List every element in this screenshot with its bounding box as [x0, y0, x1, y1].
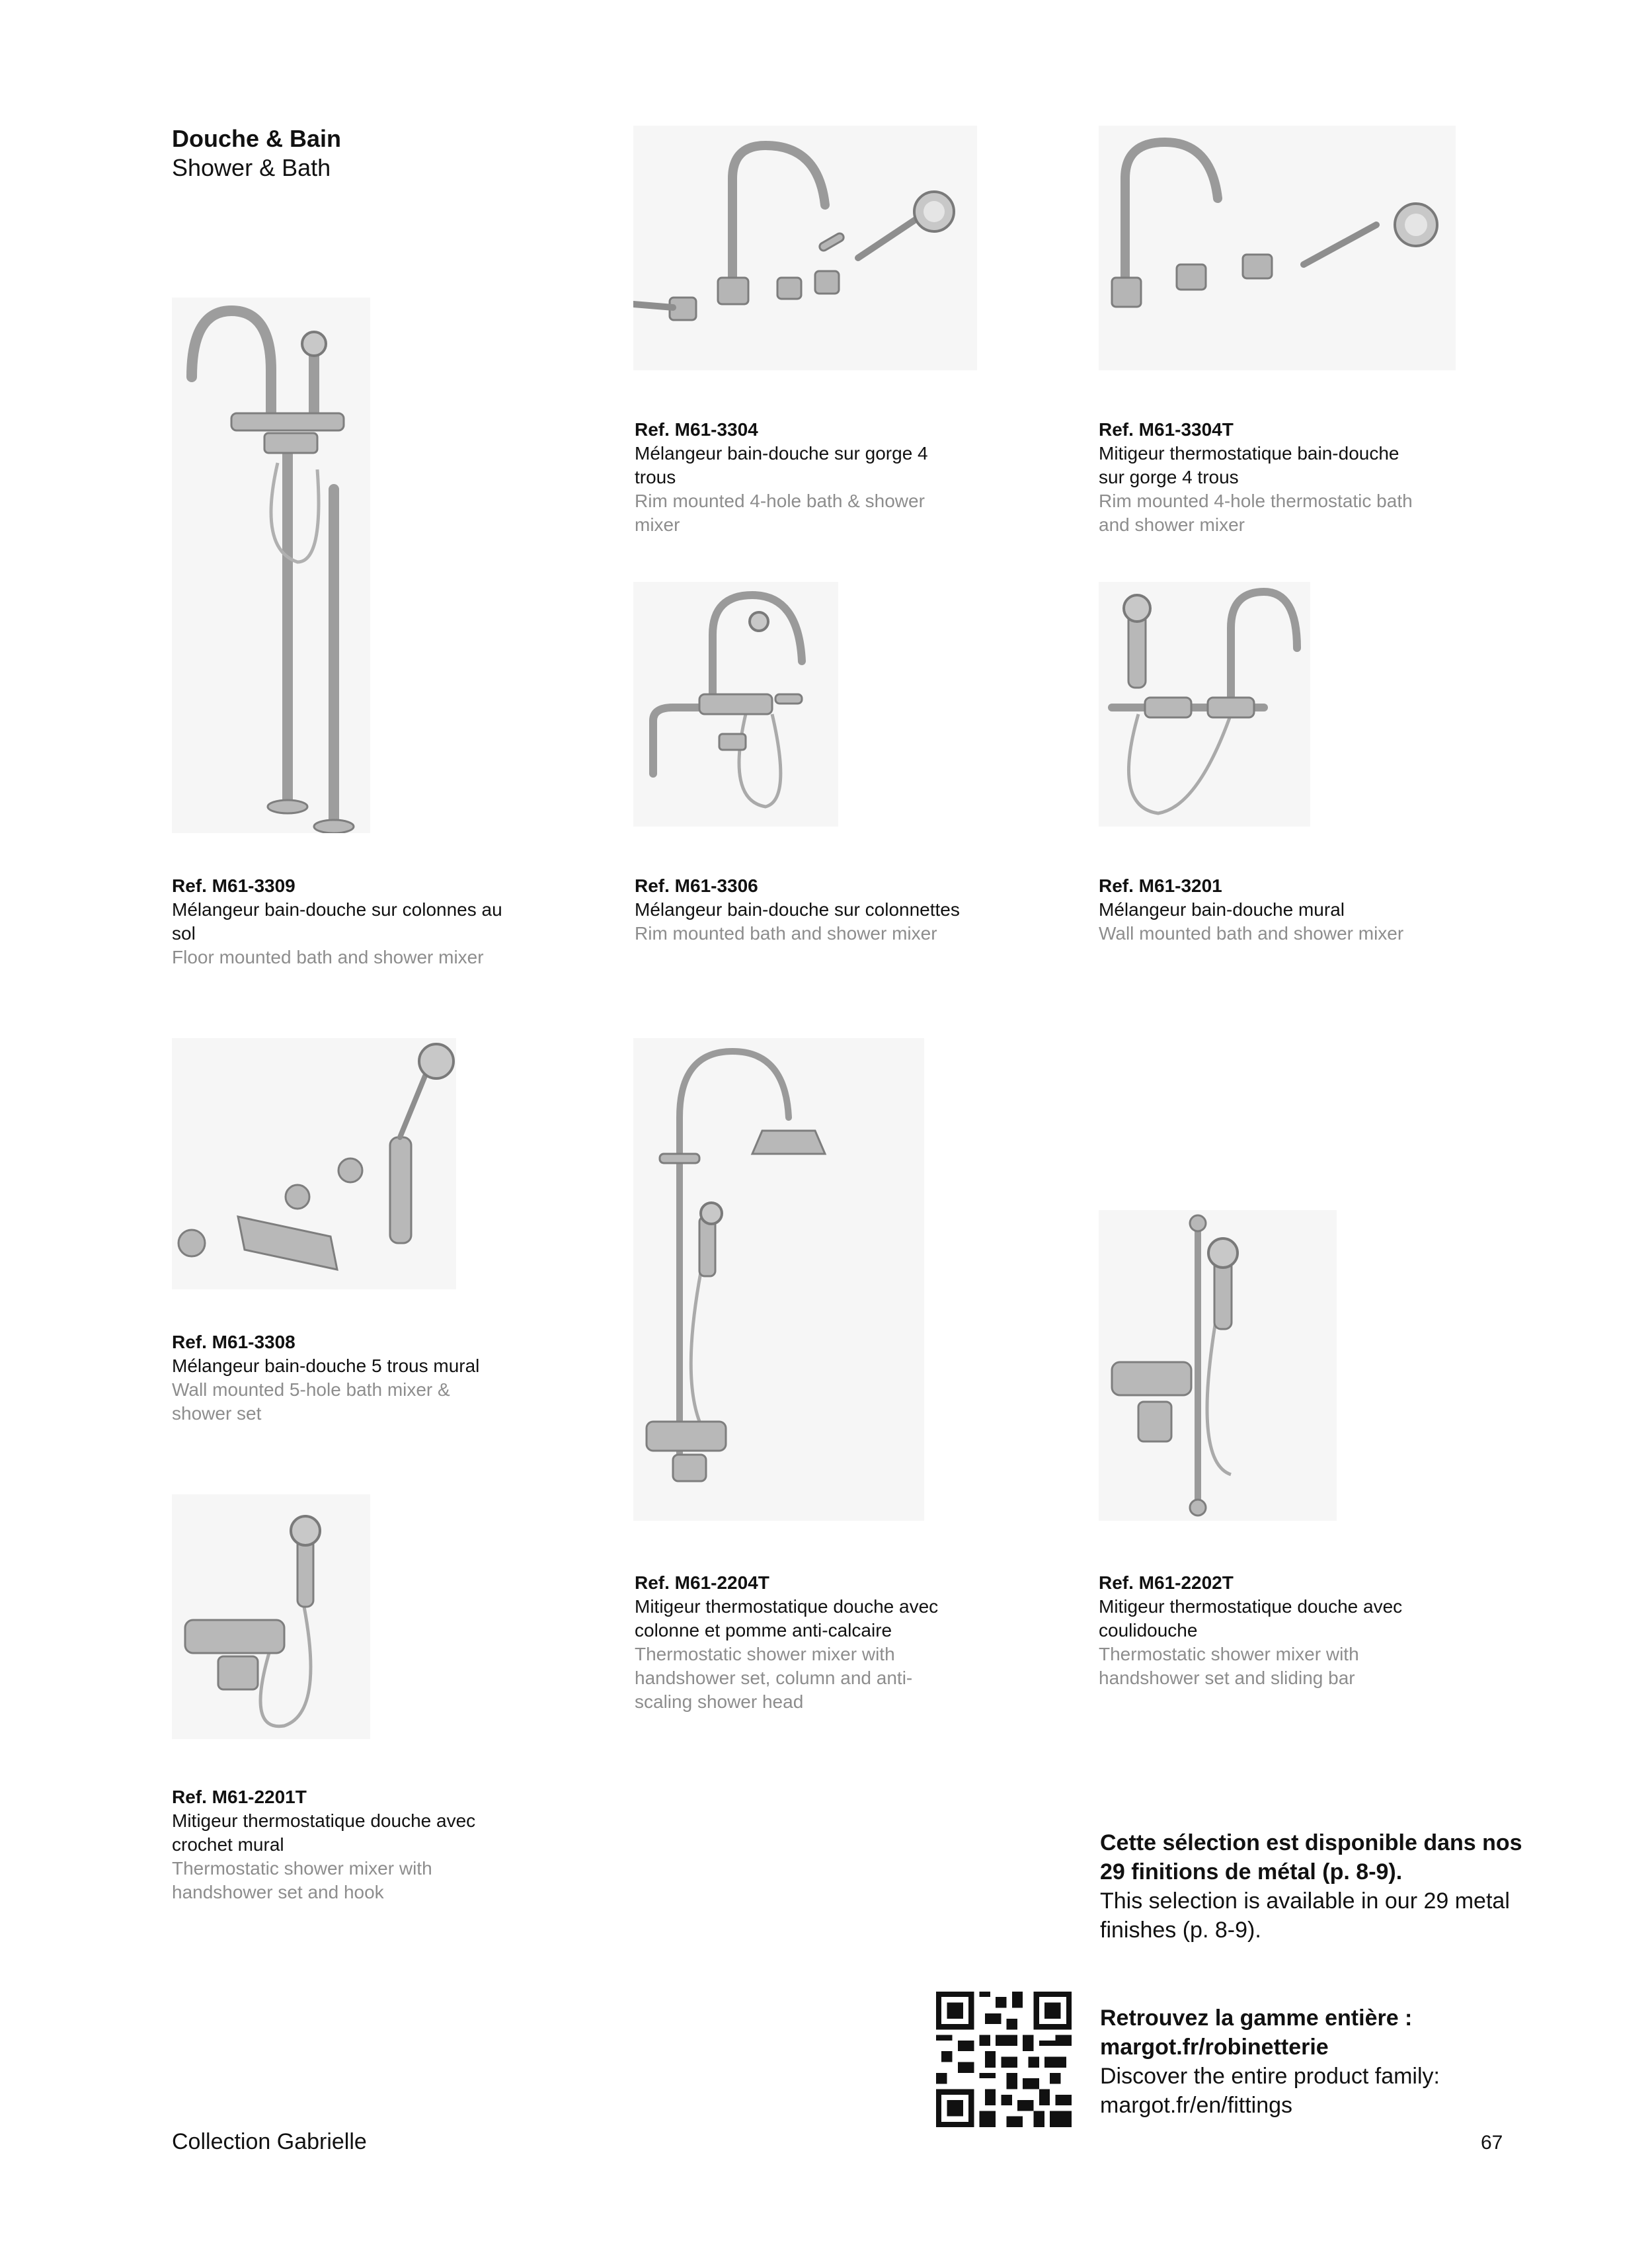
qr-code-icon[interactable] [936, 1992, 1072, 2127]
product-ref: Ref. M61-3304T [1099, 419, 1234, 440]
product-image-m61-2201t [172, 1494, 370, 1739]
product-ref: Ref. M61-2204T [635, 1572, 769, 1593]
discover-fr-link[interactable]: margot.fr/robinetterie [1100, 2035, 1329, 2060]
wall-mixer-icon [1099, 582, 1310, 827]
product-caption-m61-2204t [635, 1571, 965, 1714]
section-title-en: Shower & Bath [172, 154, 331, 181]
availability-en: This selection is available in our 29 metal finishes (p. 8-9). [1100, 1888, 1510, 1943]
wall-5-hole-mixer-icon [172, 1038, 456, 1289]
product-ref: Ref. M61-3309 [172, 875, 295, 896]
product-desc-fr: Mitigeur thermostatique douche avec coulidouche [1099, 1596, 1403, 1640]
discover-en-line1: Discover the entire product family: [1100, 2064, 1440, 2089]
product-desc-fr: Mélangeur bain-douche mural [1099, 899, 1345, 920]
product-image-m61-3304t [1099, 126, 1456, 370]
discover-en-link[interactable]: margot.fr/en/fittings [1100, 2093, 1293, 2118]
product-ref: Ref. M61-3201 [1099, 875, 1222, 896]
product-desc-en: Thermostatic shower mixer with handshower set, column and anti-scaling shower head [635, 1644, 913, 1712]
product-desc-en: Rim mounted 4-hole thermostatic bath and shower mixer [1099, 491, 1413, 535]
product-desc-en: Wall mounted bath and shower mixer [1099, 923, 1404, 944]
product-caption-m61-3308 [172, 1330, 502, 1426]
product-caption-m61-3304 [635, 418, 965, 537]
sliding-bar-shower-icon [1099, 1210, 1337, 1521]
product-desc-fr: Mitigeur thermostatique douche avec colonne et pomme anti-calcaire [635, 1596, 939, 1640]
product-image-m61-3308 [172, 1038, 456, 1289]
product-desc-fr: Mélangeur bain-douche sur gorge 4 trous [635, 443, 928, 487]
product-image-m61-3304 [633, 126, 977, 370]
product-ref: Ref. M61-2202T [1099, 1572, 1234, 1593]
product-desc-fr: Mitigeur thermostatique douche avec crochet mural [172, 1810, 476, 1855]
hook-shower-icon [172, 1494, 370, 1739]
rim-4-hole-mixer-icon [633, 126, 977, 370]
product-image-m61-2204t [633, 1038, 924, 1521]
rim-4-hole-thermostatic-icon [1099, 126, 1456, 370]
product-caption-m61-3304t [1099, 418, 1429, 537]
shower-column-icon [633, 1038, 924, 1521]
product-image-m61-3201 [1099, 582, 1310, 827]
product-desc-en: Floor mounted bath and shower mixer [172, 947, 484, 967]
product-desc-fr: Mélangeur bain-douche 5 trous mural [172, 1356, 480, 1376]
product-image-m61-3306 [633, 582, 838, 827]
footer-collection: Collection Gabrielle [172, 2129, 367, 2154]
product-desc-en: Wall mounted 5-hole bath mixer & shower set [172, 1379, 450, 1424]
pillar-mixer-icon [633, 582, 838, 827]
discover-fr-line1: Retrouvez la gamme entière : [1100, 2005, 1413, 2031]
section-heading [172, 124, 341, 182]
product-caption-m61-3306 [635, 874, 965, 946]
page-number: 67 [1481, 2132, 1503, 2154]
availability-fr: Cette sélection est disponible dans nos 29 finitions de métal (p. 8-9). [1100, 1830, 1522, 1884]
product-desc-fr: Mitigeur thermostatique bain-douche sur gorge 4 trous [1099, 443, 1399, 487]
product-desc-en: Thermostatic shower mixer with handshower set and sliding bar [1099, 1644, 1359, 1688]
product-caption-m61-3309 [172, 874, 502, 969]
availability-note [1100, 1828, 1523, 1945]
product-desc-en: Rim mounted 4-hole bath & shower mixer [635, 491, 925, 535]
section-title-fr: Douche & Bain [172, 125, 342, 152]
product-ref: Ref. M61-2201T [172, 1787, 307, 1807]
product-image-m61-2202t [1099, 1210, 1337, 1521]
product-desc-fr: Mélangeur bain-douche sur colonnes au sol [172, 899, 502, 944]
product-ref: Ref. M61-3304 [635, 419, 758, 440]
floor-mounted-mixer-icon [172, 298, 370, 833]
product-ref: Ref. M61-3306 [635, 875, 758, 896]
product-desc-en: Rim mounted bath and shower mixer [635, 923, 937, 944]
product-desc-en: Thermostatic shower mixer with handshower set and hook [172, 1858, 432, 1902]
product-caption-m61-2201t [172, 1785, 502, 1904]
discover-block [1100, 2004, 1523, 2120]
product-desc-fr: Mélangeur bain-douche sur colonnettes [635, 899, 960, 920]
product-image-m61-3309 [172, 298, 370, 833]
product-caption-m61-2202t [1099, 1571, 1429, 1690]
product-caption-m61-3201 [1099, 874, 1429, 946]
product-ref: Ref. M61-3308 [172, 1332, 295, 1352]
